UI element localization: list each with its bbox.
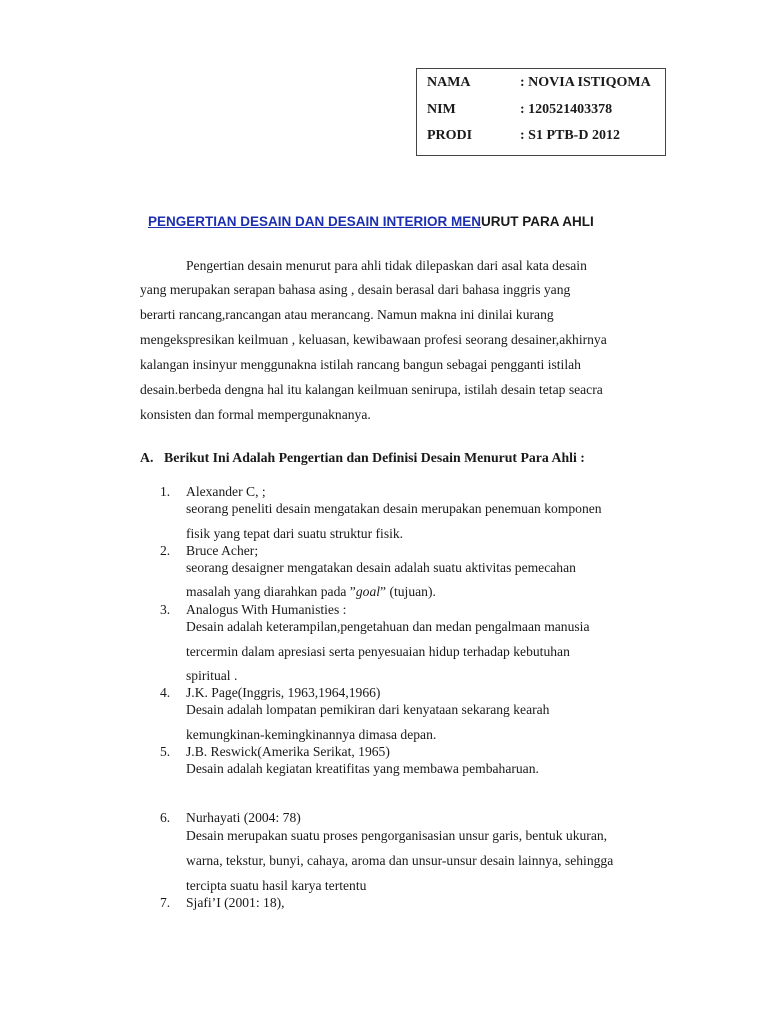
list-item-line: Desain adalah keterampilan,pengetahuan dan medan pengalmaan manusia — [186, 619, 590, 634]
paragraph-line: desain.berbeda dengna hal itu kalangan keilmuan senirupa, istilah desain tetap seacra — [140, 382, 603, 397]
section-marker: A. — [140, 450, 154, 465]
list-item-name: Analogus With Humanisties : — [186, 602, 347, 617]
list-number: 1. — [160, 484, 171, 499]
list-number: 6. — [160, 810, 171, 825]
goal-before: masalah yang diarahkan pada ” — [186, 584, 356, 599]
section-heading-text: Berikut Ini Adalah Pengertian dan Definisi Desain Menurut Para Ahli : — [164, 450, 585, 465]
goal-italic: goal — [355, 584, 381, 599]
list-item-line: Desain adalah lompatan pemikiran dari kenyataan sekarang kearah — [186, 702, 550, 717]
list-number: 3. — [160, 602, 171, 617]
section-heading — [140, 450, 585, 466]
title-link[interactable]: PENGERTIAN DESAIN DAN DESAIN INTERIOR MEN — [148, 214, 482, 229]
list-item-name: Alexander C, ; — [186, 484, 266, 499]
identity-value: : 120521403378 — [520, 102, 613, 117]
list-item-line: kemungkinan-kemingkinannya dimasa depan. — [186, 727, 437, 742]
paragraph-line: berarti rancang,rancangan atau merancang. Namun makna ini dinilai kurang — [140, 307, 554, 322]
paragraph-line: mengekspresikan keilmuan , keluasan, kewibawaan profesi seorang desainer,akhirnya — [140, 332, 607, 347]
identity-value: : NOVIA ISTIQOMA — [520, 75, 651, 90]
list-item-line: seorang peneliti desain mengatakan desain merupakan penemuan komponen — [186, 501, 602, 516]
list-item-line: tercipta suatu hasil karya tertentu — [186, 878, 367, 893]
list-number: 5. — [160, 744, 171, 759]
identity-value: : S1 PTB-D 2012 — [520, 128, 620, 143]
goal-after: ” (tujuan). — [380, 584, 436, 599]
list-item-line: tercermin dalam apresiasi serta penyesuaian hidup terhadap kebutuhan — [186, 644, 570, 659]
list-item-line: warna, tekstur, bunyi, cahaya, aroma dan unsur-unsur desain lainnya, sehingga — [186, 853, 614, 868]
identity-label: PRODI — [427, 128, 473, 143]
list-number: 2. — [160, 543, 171, 558]
list-item-line: fisik yang tepat dari suatu struktur fisik. — [186, 526, 404, 541]
list-number: 7. — [160, 895, 171, 910]
list-item-line: Desain merupakan suatu proses pengorganisasian unsur garis, bentuk ukuran, — [186, 828, 608, 843]
student-identity-box — [416, 68, 666, 156]
list-number: 4. — [160, 685, 171, 700]
list-item-line — [186, 584, 436, 600]
list-item-line: seorang desaigner mengatakan desain adalah suatu aktivitas pemecahan — [186, 560, 576, 575]
title-rest: URUT PARA AHLI — [481, 214, 594, 229]
paragraph-line: kalangan insinyur menggunakna istilah rancang bangun sebagai pengganti istilah — [140, 357, 581, 372]
list-item-name: Bruce Acher; — [186, 543, 259, 558]
list-item-line: Desain adalah kegiatan kreatifitas yang membawa pembaharuan. — [186, 761, 539, 776]
page-title — [148, 214, 594, 229]
paragraph-line: yang merupakan serapan bahasa asing , desain berasal dari bahasa inggris yang — [140, 282, 571, 297]
list-item-line: spiritual . — [186, 668, 238, 683]
paragraph-line: Pengertian desain menurut para ahli tidak dilepaskan dari asal kata desain — [186, 258, 587, 273]
list-item-name: Sjafi’I (2001: 18), — [186, 895, 285, 910]
identity-label: NIM — [427, 102, 456, 117]
paragraph-line: konsisten dan formal mempergunaknanya. — [140, 407, 371, 422]
list-item-name: J.B. Reswick(Amerika Serikat, 1965) — [186, 744, 390, 759]
list-item-name: Nurhayati (2004: 78) — [186, 810, 301, 825]
list-item-name: J.K. Page(Inggris, 1963,1964,1966) — [186, 685, 381, 700]
identity-label: NAMA — [427, 75, 471, 90]
